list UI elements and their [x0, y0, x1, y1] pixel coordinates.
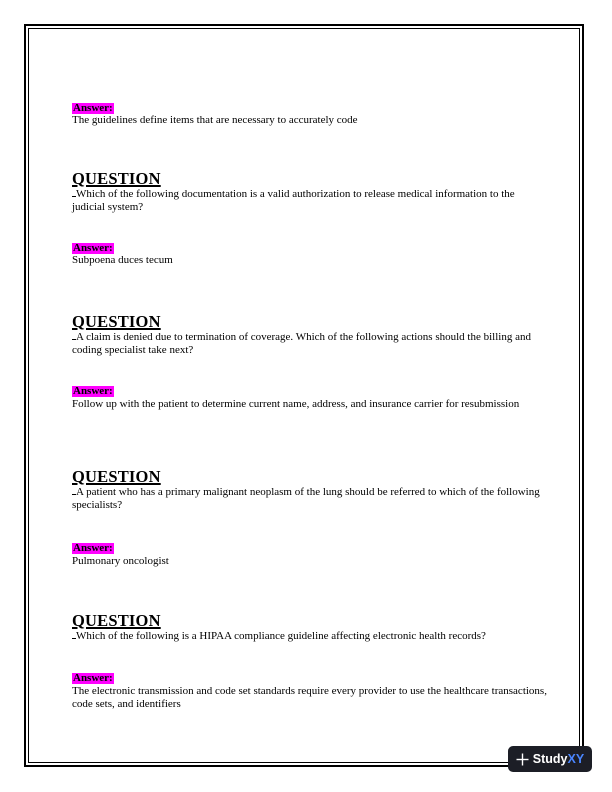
studyxy-badge[interactable] — [508, 746, 592, 772]
question-heading: QUESTION — [72, 169, 161, 188]
answer-label: Answer: — [73, 242, 113, 254]
answer-label: Answer: — [73, 672, 113, 684]
answer-text: Follow up with the patient to determine current name, address, and insurance carrier for resubmission — [72, 398, 520, 410]
answer-text: The electronic transmission and code set standards require every provider to use the healthcare transactions, code sets, and identifiers — [72, 685, 547, 710]
studyxy-brand-main: Study — [532, 752, 568, 766]
answer-label: Answer: — [73, 542, 113, 554]
question-body: Which of the following is a HIPAA compliance guideline affecting electronic health records? — [76, 630, 486, 642]
question-heading: QUESTION — [72, 467, 161, 486]
question-body: Which of the following documentation is a valid authorization to release medical information to the judicial system? — [72, 188, 515, 213]
question-heading: QUESTION — [72, 312, 161, 331]
plus-icon — [516, 753, 529, 766]
question-text — [72, 629, 550, 643]
answer-label: Answer: — [73, 385, 113, 397]
studyxy-brand — [533, 752, 584, 766]
question-body: A patient who has a primary malignant neoplasm of the lung should be referred to which of the following specialists? — [72, 486, 540, 511]
answer-label: Answer: — [73, 102, 113, 114]
question-body: A claim is denied due to termination of coverage. Which of the following actions should the billing and coding specialist take next? — [72, 331, 531, 356]
answer-text: Subpoena duces tecum — [72, 254, 173, 266]
question-text — [72, 330, 550, 357]
question-text — [72, 187, 550, 214]
question-text — [72, 485, 550, 512]
question-heading: QUESTION — [72, 611, 161, 630]
answer-text: Pulmonary oncologist — [72, 555, 169, 567]
answer-text: The guidelines define items that are necessary to accurately code — [72, 114, 358, 126]
studyxy-brand-accent: XY — [567, 752, 585, 766]
